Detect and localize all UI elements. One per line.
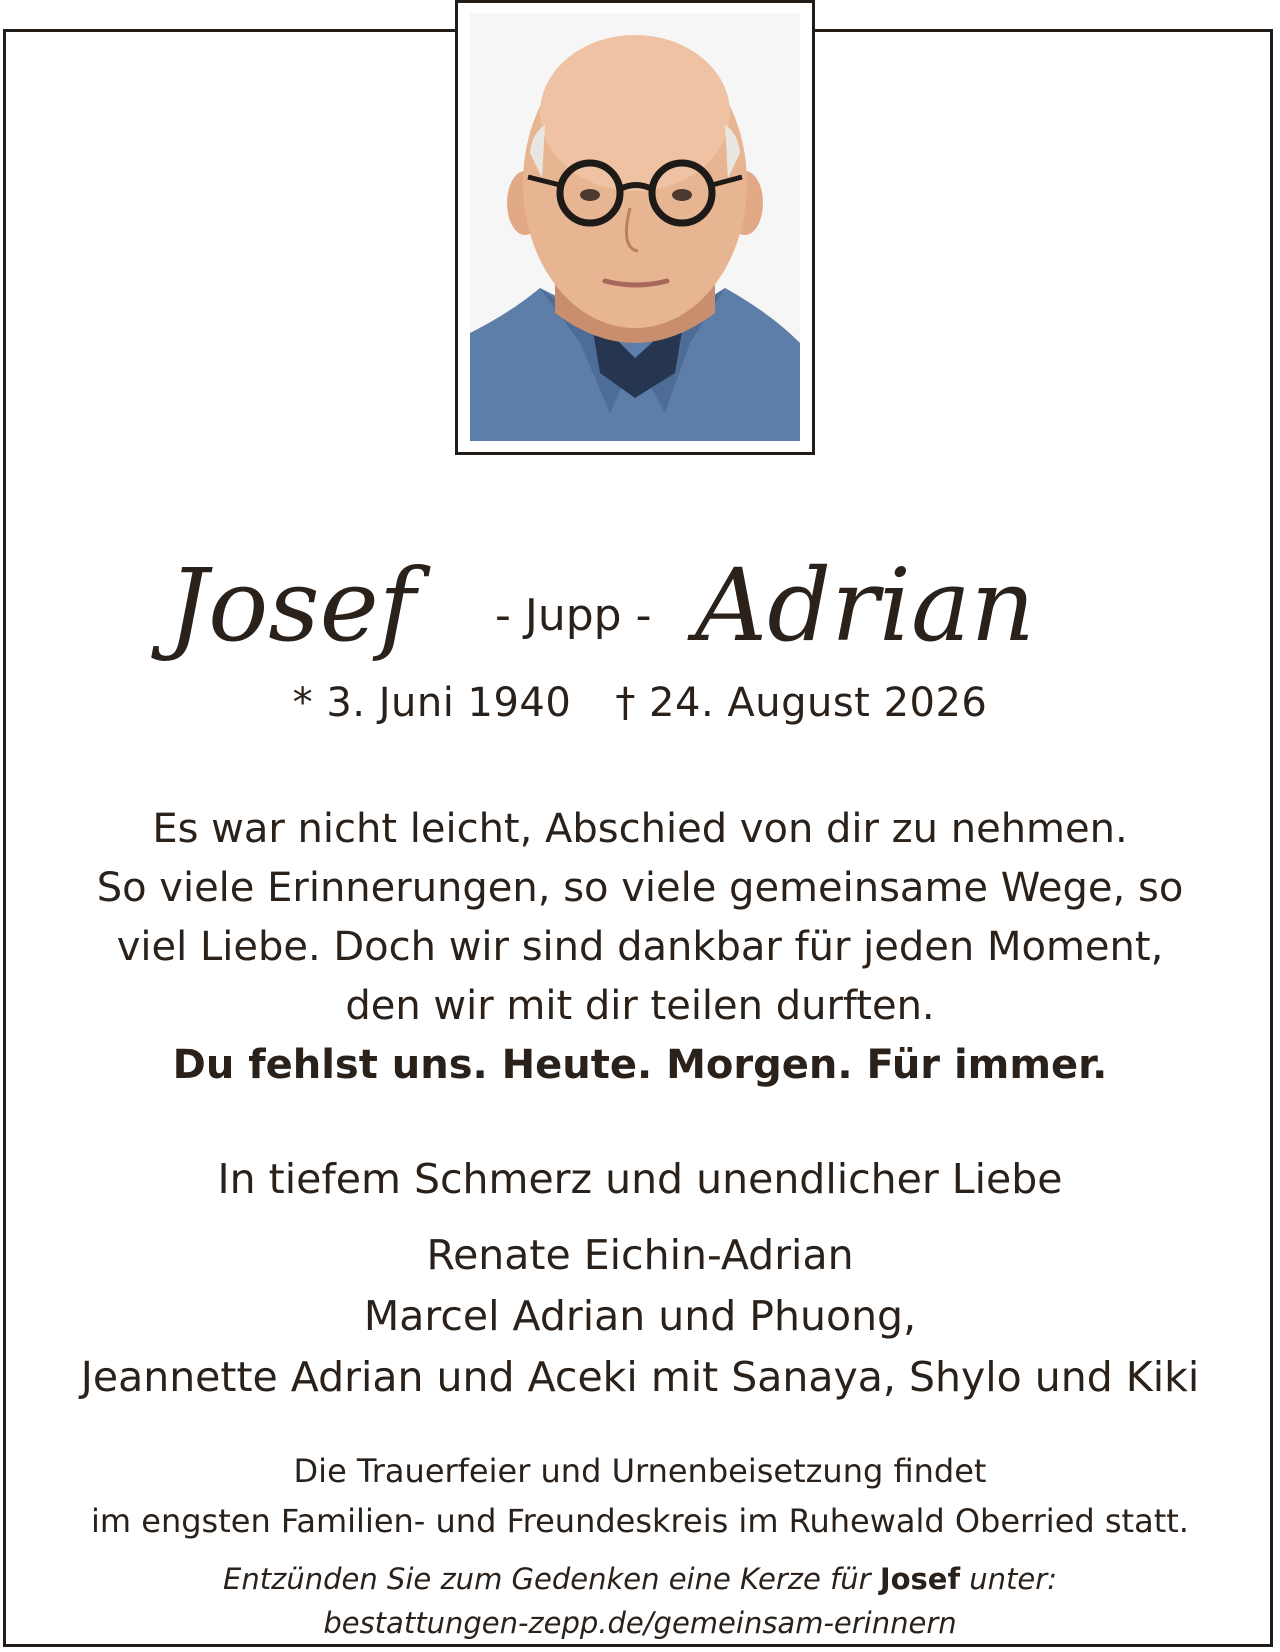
closing-line: Du fehlst uns. Heute. Morgen. Für immer. — [172, 1042, 1108, 1088]
nickname: - Jupp - — [495, 590, 652, 641]
verse-line: So viele Erinnerungen, so viele gemeinsame Wege, so — [96, 865, 1184, 911]
last-name: Adrian — [695, 547, 1036, 664]
verse-line: den wir mit dir teilen durften. — [345, 983, 935, 1029]
service-notice — [40, 1446, 1240, 1546]
candle-prefix: Entzünden Sie zum Gedenken eine Kerze für — [223, 1562, 871, 1596]
deceased-name — [0, 530, 1280, 670]
portrait-image — [470, 13, 800, 441]
death-date: † 24. August 2026 — [615, 680, 988, 726]
verse-line: Es war nicht leicht, Abschied von dir zu nehmen. — [152, 806, 1128, 852]
candle-url-link[interactable]: bestattungen-zepp.de/gemeinsam-erinnern — [323, 1606, 957, 1640]
mourner-line: Renate Eichin-Adrian — [426, 1231, 854, 1279]
mourners-list — [40, 1225, 1240, 1408]
candle-suffix: unter: — [969, 1562, 1057, 1596]
candle-notice — [40, 1557, 1240, 1645]
verse-line: viel Liebe. Doch wir sind dankbar für jeden Moment, — [116, 924, 1164, 970]
birth-date: * 3. Juni 1940 — [292, 680, 572, 726]
memorial-verse — [40, 800, 1240, 1036]
first-name: Josef — [168, 547, 416, 664]
service-line: Die Trauerfeier und Urnenbeisetzung findet — [293, 1452, 987, 1490]
life-dates — [0, 680, 1280, 726]
portrait-frame — [455, 0, 815, 455]
mourner-line: Jeannette Adrian und Aceki mit Sanaya, Shylo und Kiki — [80, 1353, 1200, 1401]
mourning-intro: In tiefem Schmerz und unendlicher Liebe — [217, 1155, 1063, 1203]
candle-name: Josef — [879, 1562, 961, 1596]
service-line: im engsten Familien- und Freundeskreis im Ruhewald Oberried statt. — [91, 1502, 1189, 1540]
portrait-photo — [470, 13, 800, 441]
mourner-line: Marcel Adrian und Phuong, — [363, 1292, 917, 1340]
